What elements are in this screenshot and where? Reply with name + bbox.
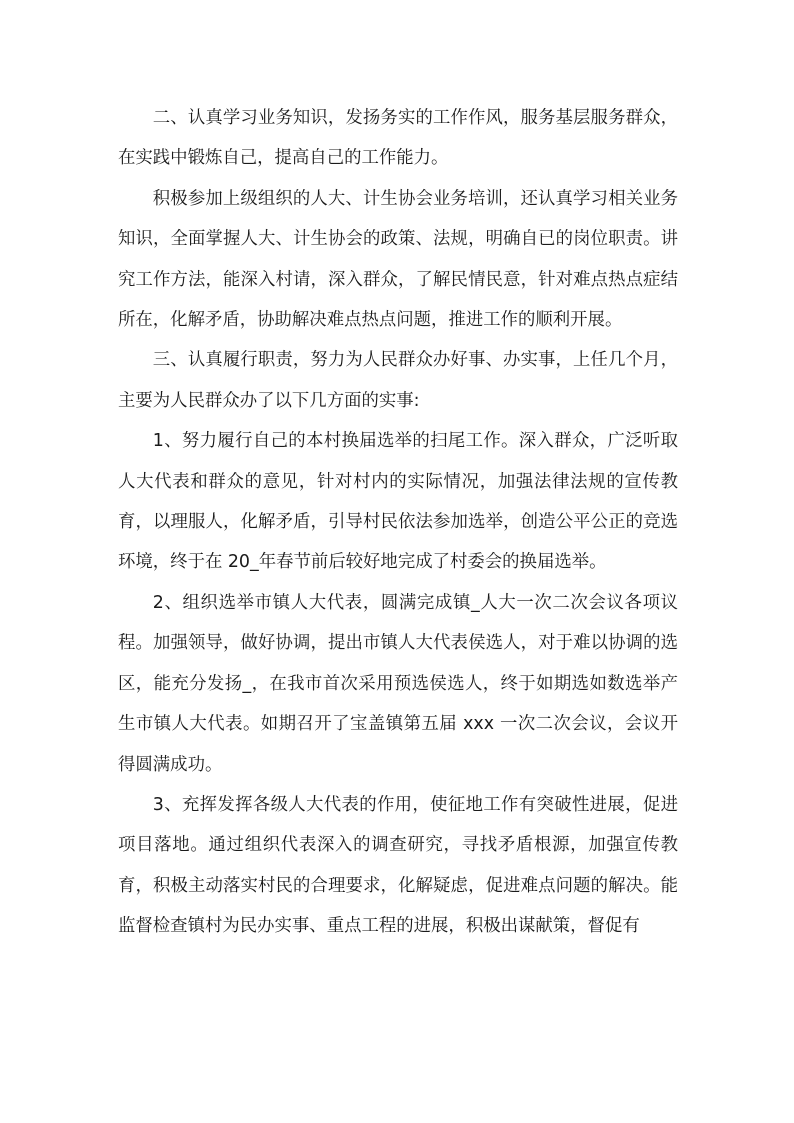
paragraph-4: 1、努力履行自己的本村换届选举的扫尾工作。深入群众，广泛听取人大代表和群众的意见，针对村内的实际情况，加强法律法规的宣传教育，以理服人，化解矛盾，引导村民依法参加选举，创造公平公正的竞选环境，终于在 20_年春节前后较好地完成了村委会的换届选举。: [118, 431, 678, 573]
document-page: [118, 98, 678, 947]
paragraph-3: 三、认真履行职责，努力为人民群众办好事、办实事，上任几个月，主要为人民群众办了以下几方面的实事:: [118, 350, 678, 411]
paragraph-5: 2、组织选举市镇人大代表，圆满完成镇_人大一次二次会议各项议程。加强领导，做好协调，提出市镇人大代表侯选人，对于难以协调的选区，能充分发扬_，在我市首次采用预选侯选人，终于如期选如数选举产生市镇人大代表。如期召开了宝盖镇第五届 xxx 一次二次会议，会议开得圆满成功。: [118, 592, 678, 775]
paragraph-6: 3、充挥发挥各级人大代表的作用，使征地工作有突破性进展，促进项目落地。通过组织代表深入的调查研究，寻找矛盾根源，加强宣传教育，积极主动落实村民的合理要求，化解疑虑，促进难点问题的解决。能监督检查镇村为民办实事、重点工程的进展，积极出谋献策，督促有: [118, 794, 678, 937]
paragraph-1: 二、认真学习业务知识，发扬务实的工作作风，服务基层服务群众，在实践中锻炼自己，提高自己的工作能力。: [118, 108, 678, 169]
paragraph-2: 积极参加上级组织的人大、计生协会业务培训，还认真学习相关业务知识，全面掌握人大、计生协会的政策、法规，明确自已的岗位职责。讲究工作方法，能深入村请，深入群众，了解民情民意，针对难点热点症结所在，化解矛盾，协助解决难点热点问题，推进工作的顺利开展。: [118, 188, 678, 331]
